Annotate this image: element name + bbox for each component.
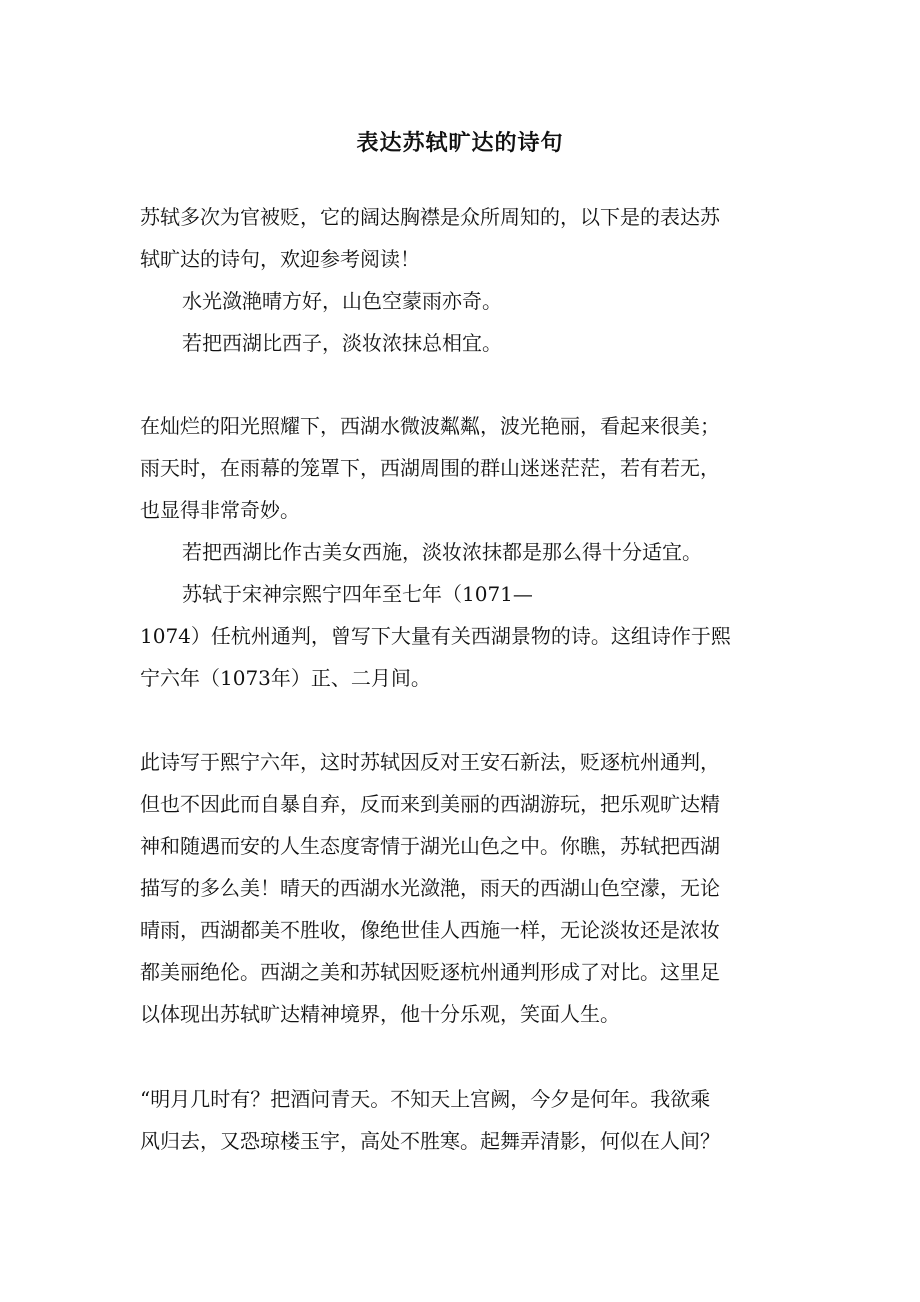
text-line: 神和随遇而安的人生态度寄情于湖光山色之中。你瞧，苏轼把西湖 (140, 834, 720, 858)
text-line: 也显得非常奇妙。 (140, 498, 300, 522)
text-line: 风归去，又恐琼楼玉宇，高处不胜寒。起舞弄清影，何似在人间？ (140, 1129, 720, 1153)
text-line: 晴雨，西湖都美不胜收，像绝世佳人西施一样，无论淡妆还是浓妆 (140, 918, 720, 942)
poem-line: 若把西湖比西子，淡妆浓抹总相宜。 (182, 331, 502, 355)
text-line: 宁六年（1073年）正、二月间。 (140, 666, 431, 690)
text-line: 此诗写于熙宁六年，这时苏轼因反对王安石新法，贬逐杭州通判， (140, 750, 720, 774)
poem-stanza (140, 280, 780, 364)
text-line: 若把西湖比作古美女西施，淡妆浓抹都是那么得十分适宜。 (182, 540, 702, 564)
text-line: 在灿烂的阳光照耀下，西湖水微波粼粼，波光艳丽，看起来很美； (140, 414, 720, 438)
explanation-paragraph (140, 405, 780, 531)
text-line: 以体现出苏轼旷达精神境界，他十分乐观，笑面人生。 (140, 1002, 620, 1026)
text-line: 都美丽绝伦。西湖之美和苏轼因贬逐杭州通判形成了对比。这里足 (140, 960, 720, 984)
text-line: 雨天时，在雨幕的笼罩下，西湖周围的群山迷迷茫茫，若有若无， (140, 456, 720, 480)
page-title: 表达苏轼旷达的诗句 (356, 129, 564, 156)
text-line: 苏轼于宋神宗熙宁四年至七年（1071— (182, 582, 533, 606)
background-paragraph (140, 531, 780, 699)
intro-paragraph (140, 196, 780, 280)
analysis-paragraph (140, 741, 780, 1035)
text-line: 1074）任杭州通判，曾写下大量有关西湖景物的诗。这组诗作于熙 (140, 624, 731, 648)
poem-line: 水光潋滟晴方好，山色空蒙雨亦奇。 (182, 289, 502, 313)
quote-paragraph (140, 1078, 780, 1162)
text-line: 描写的多么美！晴天的西湖水光潋滟，雨天的西湖山色空濛，无论 (140, 876, 720, 900)
text-line: 苏轼多次为官被贬，它的阔达胸襟是众所周知的，以下是的表达苏 (140, 205, 720, 229)
text-line: 轼旷达的诗句，欢迎参考阅读！ (140, 247, 420, 271)
text-line: “明月几时有？把酒问青天。不知天上宫阙，今夕是何年。我欲乘 (140, 1087, 711, 1111)
text-line: 但也不因此而自暴自弃，反而来到美丽的西湖游玩，把乐观旷达精 (140, 792, 720, 816)
